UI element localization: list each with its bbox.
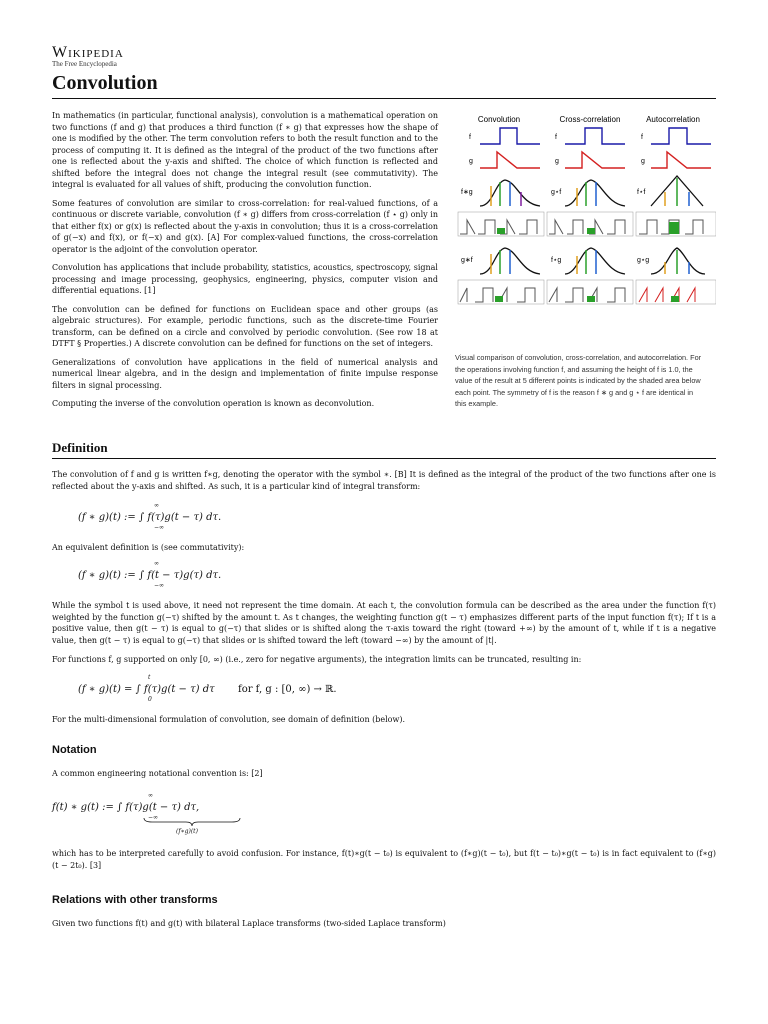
intro-paragraph: Computing the inverse of the convolution operation is known as deconvolution. xyxy=(52,399,375,408)
label-f-star-f: f⋆f xyxy=(637,189,646,196)
page-title: Convolution xyxy=(52,72,716,99)
underbrace-label: (f∗g)(t) xyxy=(176,828,198,835)
label-g-star-g: g⋆g xyxy=(637,257,650,264)
intro-column xyxy=(52,110,438,417)
relations-paragraph: Given two functions f(t) and g(t) with bilateral Laplace transforms (two-sided Laplace transform) xyxy=(52,919,446,928)
wikipedia-logo[interactable] xyxy=(52,44,716,68)
article-page xyxy=(52,44,716,928)
label-g-conv-f: g∗f xyxy=(461,257,473,264)
equation-2: (f ∗ g)(t) := ∫ f(t − τ)g(τ) dτ. xyxy=(78,570,222,581)
equation-1: (f ∗ g)(t) := ∫ f(τ)g(t − τ) dτ. xyxy=(78,512,222,523)
cross-correlation-column xyxy=(547,128,633,304)
header-cross-correlation: Cross-correlation xyxy=(559,115,621,124)
relations-heading: Relations with other transforms xyxy=(52,894,218,906)
notation-section xyxy=(52,744,716,870)
definition-paragraph: An equivalent definition is (see commutativity): xyxy=(52,543,245,552)
notation-upper-limit: ∞ xyxy=(148,792,153,799)
intro-paragraph: The convolution can be defined for functions on Euclidean space and other groups (as algebraic structures). For example, periodic functions, such as the discrete-time Fourier transform, can be defined on a circle and convolved by periodic convolution. (See row 18 at DTFT § Properties.) A discrete convolution can be defined for functions on the set of integers. xyxy=(52,304,438,348)
autocorrelation-column xyxy=(636,128,716,304)
label-f: f xyxy=(641,134,643,141)
figure-caption: Visual comparison of convolution, cross-correlation, and autocorrelation. For the operations involving function f, and assuming the height of f is 1.0, the value of the result at 5 different points is indicated by the shaded area below each point. The symmetry of f is the reason f ∗ g and g ⋆ f are identical in this example. xyxy=(455,353,702,408)
definition-heading: Definition xyxy=(52,440,716,459)
equation-1-upper-limit: ∞ xyxy=(154,502,159,509)
notation-paragraph: which has to be interpreted carefully to avoid confusion. For instance, f(t)∗g(t − t₀) is equivalent to (f∗g)(t − t₀), but f(t − t₀)∗g(t − t₀) is in fact equivalent to (f∗g)(t − 2t₀). [3] xyxy=(52,849,716,870)
intro-paragraph: Some features of convolution are similar to cross-correlation: for real-valued functions, of a continuous or discrete variable, convolution (f ∗ g) differs from cross-correlation (f ⋆ g) only in that either f(x) or g(x) is reflected about the y-axis in convolution; thus it is a cross-correlation of g(−x) and f(x), or f(−x) and g(x). [A] For complex-valued functions, the cross-correlation operator is the adjoint of the convolution operator. xyxy=(52,198,438,254)
label-g-star-f: g⋆f xyxy=(551,189,562,196)
definition-paragraph: For functions f, g supported on only [0, ∞) (i.e., zero for negative arguments), the integration limits can be truncated, resulting in: xyxy=(52,655,582,664)
equation-1-lower-limit: −∞ xyxy=(154,524,165,531)
header-convolution: Convolution xyxy=(477,115,521,124)
equation-3-upper-limit: t xyxy=(148,674,151,681)
logo-tagline: The Free Encyclopedia xyxy=(52,60,117,68)
definition-paragraph: While the symbol t is used above, it need not represent the time domain. At each t, the convolution formula can be described as the area under the function f(τ) weighted by the function g(−τ) shifted by the amount t. As t changes, the weighting function g(t − τ) emphasizes different parts of the input function f(τ); If t is a positive value, then g(t − τ) is equal to g(−τ) that slides or is shifted along the τ-axis toward the right (toward +∞) by the amount of t, while if t is a negative value, then g(t − τ) is equal to g(−τ) that slides or is shifted toward the left (toward −∞) by the amount of |t|. xyxy=(52,601,716,645)
label-f-conv-g: f∗g xyxy=(461,189,473,196)
label-f: f xyxy=(555,134,557,141)
notation-equation: f(t) ∗ g(t) := ∫ f(τ)g(t − τ) dτ, xyxy=(52,802,200,813)
label-f: f xyxy=(469,134,471,141)
comparison-diagram[interactable] xyxy=(455,112,716,342)
label-f-star-g: f⋆g xyxy=(551,257,562,264)
intro-paragraph: Convolution has applications that include probability, statistics, acoustics, spectroscopy, signal processing and image processing, geophysics, engineering, physics, computer vision and differential equations. [1] xyxy=(52,263,438,295)
equation-3: (f ∗ g)(t) = ∫ f(τ)g(t − τ) dτ xyxy=(78,684,215,695)
logo-wordmark: Wikipedia xyxy=(52,44,124,61)
label-g: g xyxy=(469,158,473,165)
underbrace xyxy=(142,817,242,827)
equation-2-upper-limit: ∞ xyxy=(154,560,159,567)
equation-3-lower-limit: 0 xyxy=(148,696,152,703)
convolution-column xyxy=(458,128,544,304)
comparison-figure xyxy=(455,112,716,410)
notation-heading: Notation xyxy=(52,744,97,756)
intro-paragraph: In mathematics (in particular, functional analysis), convolution is a mathematical operation on two functions (f and g) that produces a third function (f ∗ g) that expresses how the shape of one is modified by the other. The term convolution refers to both the result function and to the process of computing it. It is defined as the integral of the product of the two functions after one is reflected about the y-axis and shifted. The choice of which function is reflected and shifted before the integral does not change the integral result (see commutativity). The integral is evaluated for all values of shift, producing the convolution function. xyxy=(52,111,438,189)
label-g: g xyxy=(555,158,559,165)
equation-3-domain: for f, g : [0, ∞) → ℝ. xyxy=(238,684,337,695)
header-autocorrelation: Autocorrelation xyxy=(646,115,700,124)
intro-paragraph: Generalizations of convolution have applications in the field of numerical analysis and numerical linear algebra, and in the design and implementation of finite impulse response filters in signal processing. xyxy=(52,357,438,390)
notation-paragraph: A common engineering notational convention is: [2] xyxy=(52,769,263,778)
f-pulse xyxy=(480,128,540,144)
equation-2-lower-limit: −∞ xyxy=(154,582,165,589)
definition-paragraph: The convolution of f and g is written f∗g, denoting the operator with the symbol ∗. [B] It is defined as the integral of the product of the two functions after one is reflected about the y-axis and shifted. As such, it is a particular kind of integral transform: xyxy=(52,470,716,491)
relations-section xyxy=(52,894,716,930)
definition-paragraph: For the multi-dimensional formulation of convolution, see domain of definition (below). xyxy=(52,715,406,724)
notation-lower-limit: −∞ xyxy=(148,814,159,821)
g-ramp xyxy=(480,152,540,168)
definition-section xyxy=(52,440,716,724)
label-g: g xyxy=(641,158,645,165)
